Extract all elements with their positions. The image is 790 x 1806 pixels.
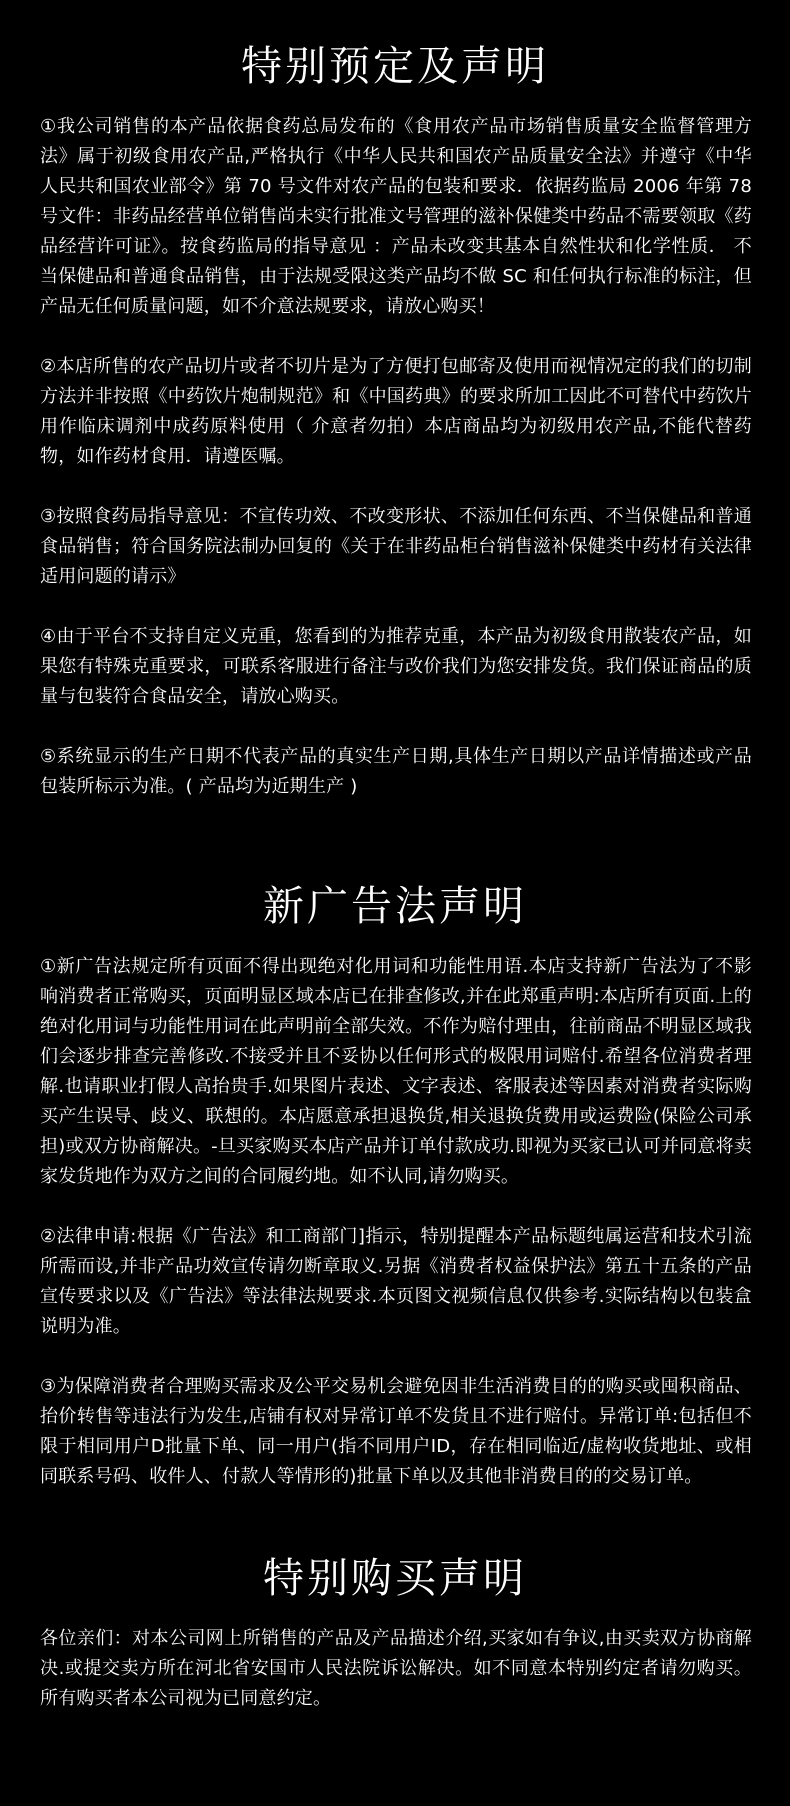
paragraph: ①新广告法规定所有页面不得出现绝对化用词和功能性用语.本店支持新广告法为了不影响消费者正常购买，页面明显区域本店已在排查修改,并在此郑重声明:本店所有页面.上的绝对化用词与功能性用词在此声明前全部失效。不作为赔付理由，往前商品不明显区域我们会逐步排查完善修改.不接受并且不妥协以任何形式的极限用词赔付.希望各位消费者理解.也请职业打假人高抬贵手.如果图片表述、文字表述、客服表述等因素对消费者实际购买产生误导、歧义、联想的。本店愿意承担退换货,相关退换货费用或运费险(保险公司承担)或双方协商解决。-旦买家购买本店产品并订单付款成功.即视为买家已认可并同意将卖家发货地作为双方之间的合同履约地。如不认同,请勿购买。 — [40, 956, 752, 1187]
paragraph: 各位亲们：对本公司网上所销售的产品及产品描述介绍,买家如有争议,由买卖双方协商解决.或提交卖方所在河北省安国市人民法院诉讼解决。如不同意本特别约定者请勿购买。所有购买者本公司视为已同意约定。 — [40, 1628, 752, 1709]
section-title: 特别预定及声明 — [241, 42, 549, 90]
new-advertising-law-section — [0, 860, 790, 1510]
paragraph: ③为保障消费者合理购买需求及公平交易机会避免因非生活消费目的的购买或囤积商品、抬价转售等违法行为发生,店铺有权对异常订单不发货且不进行赔付。异常订单:包括但不限于相同用户D批量下单、同一用户(指不同用户ID，存在相同临近/虚构收货地址、或相同联系号码、收件人、付款人等情形的)批量下单以及其他非消费目的的交易订单。 — [40, 1376, 752, 1487]
special-reservation-section — [0, 0, 790, 810]
paragraph: ②本店所售的农产品切片或者不切片是为了方便打包邮寄及使用而视情况定的我们的切制方法并非按照《中药饮片炮制规范》和《中国药典》的要求所加工因此不可替代中药饮片用作临床调剂中成药原料使用（ 介意者勿拍）本店商品均为初级用农产品,不能代替药物，如作药材食用．请遵医嘱。 — [40, 356, 752, 467]
section-title: 特别购买声明 — [263, 1554, 527, 1602]
paragraph: ④由于平台不支持自定义克重，您看到的为推荐克重，本产品为初级食用散装农产品，如果您有特殊克重要求，可联系客服进行备注与改价我们为您安排发货。我们保证商品的质量与包装符合食品安全，请放心购买。 — [40, 626, 752, 707]
paragraph: ⑤系统显示的生产日期不代表产品的真实生产日期,具体生产日期以产品详情描述或产品包装所标示为准。( 产品均为近期生产 ) — [40, 746, 752, 797]
paragraph: ③按照食药局指导意见：不宣传功效、不改变形状、不添加任何东西、不当保健品和普通食品销售；符合国务院法制办回复的《关于在非药品柜台销售滋补保健类中药材有关法律适用问题的请示》 — [40, 506, 752, 587]
paragraph: ①我公司销售的本产品依据食药总局发布的《食用农产品市场销售质量安全监督管理方法》属于初级食用农产品,严格执行《中华人民共和国农产品质量安全法》并遵守《中华人民共和国农业部令》第 70 号文件对农产品的包装和要求．依据药监局 2006 年第 78 号文件：非药品经营单位销售尚未实行批准文号管理的滋补保健类中药品不需要领取《药品经营许可证》。按食药监局的指导意见 ：产品未改变其基本自然性状和化学性质． 不当保健品和普通食品销售，由于法规受限这类产品均不做 SC 和任何执行标准的标注，但产品无任何质量问题，如不介意法规要求，请放心购买！ — [40, 116, 752, 317]
section-title: 新广告法声明 — [263, 882, 527, 930]
special-purchase-section — [0, 1530, 790, 1806]
paragraph: ②法律申请:根据《广告法》和工商部门]指示，特别提醒本产品标题纯属运营和技术引流所需而设,并非产品功效宣传请勿断章取义.另据《消费者权益保护法》第五十五条的产品宣传要求以及《广告法》等法律法规要求.本页图文视频信息仅供参考.实际结构以包装盒说明为准。 — [40, 1226, 752, 1337]
